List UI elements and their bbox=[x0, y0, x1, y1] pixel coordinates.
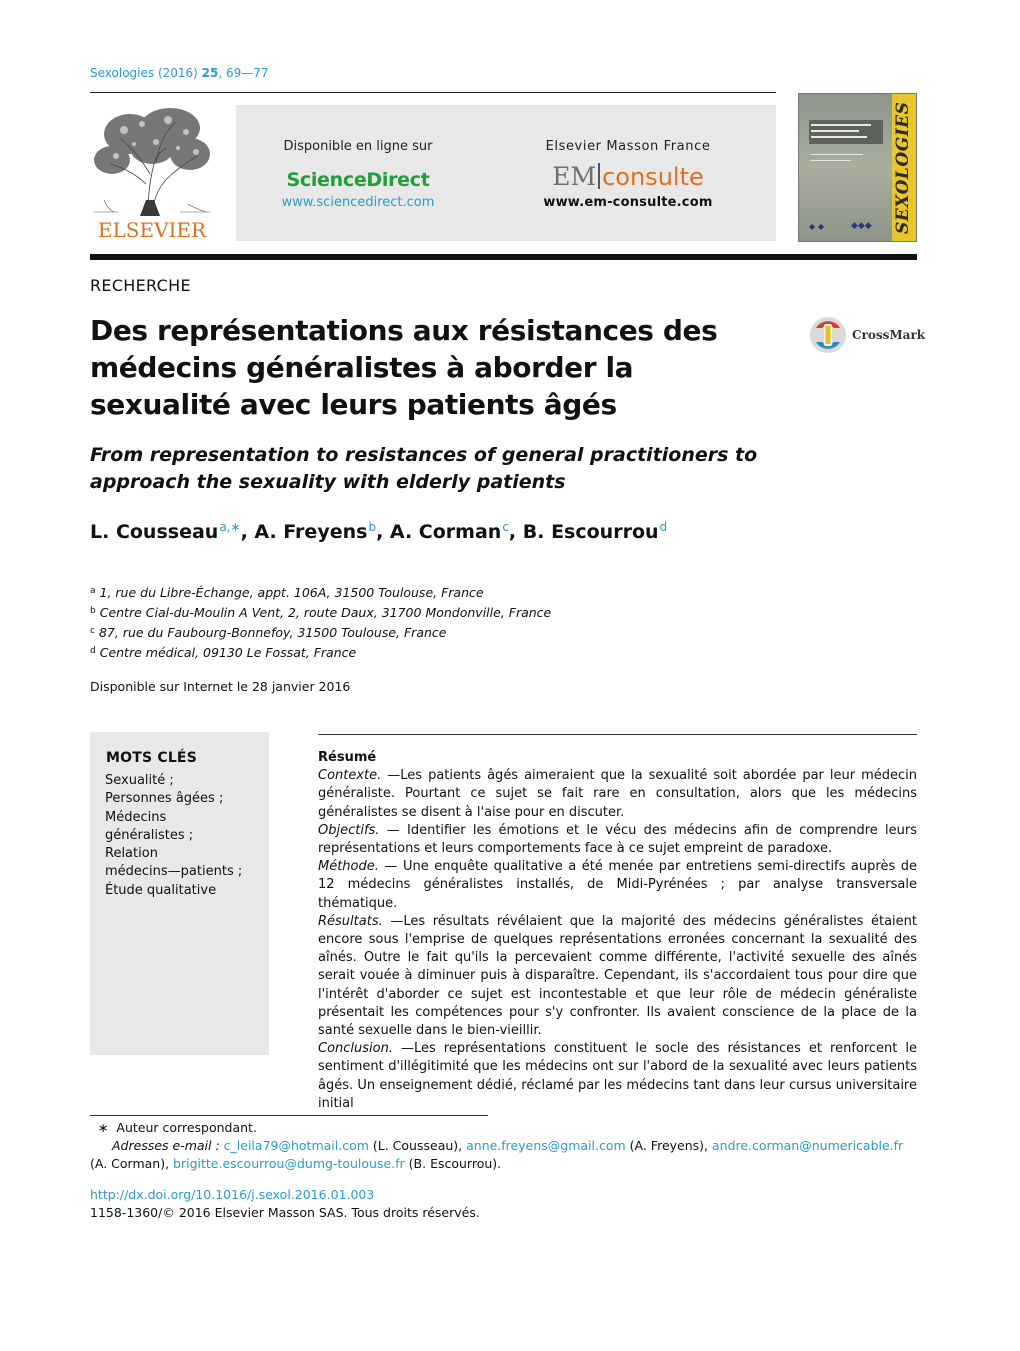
affiliation-key: b bbox=[90, 606, 96, 616]
emails-label: Adresses e-mail : bbox=[112, 1138, 220, 1153]
author-name: B. Escourrou bbox=[522, 521, 659, 543]
email-owner: (L. Cousseau) bbox=[372, 1138, 459, 1153]
journal-name: Sexologies (2016) bbox=[90, 66, 198, 80]
sciencedirect-link[interactable]: www.sciencedirect.com bbox=[281, 195, 435, 210]
author-separator: , bbox=[376, 521, 390, 543]
keyword-line: Étude qualitative bbox=[105, 882, 217, 898]
abstract-section-label: Contexte. bbox=[318, 768, 382, 784]
author[interactable] bbox=[254, 521, 390, 543]
affiliation-text: Centre médical, 09130 Le Fossat, France bbox=[99, 645, 357, 660]
crossmark-badge[interactable] bbox=[808, 314, 926, 356]
keywords-box bbox=[90, 732, 269, 1055]
affiliation-key: d bbox=[90, 646, 96, 656]
keyword-line: Personnes âgées ; bbox=[105, 791, 224, 807]
email-link[interactable]: anne.freyens@gmail.com bbox=[466, 1138, 626, 1153]
cover-line bbox=[811, 154, 863, 155]
article-title: Des représentations aux résistances des médecins généralistes à aborder la sexualité avec leurs patients âgés bbox=[90, 314, 718, 421]
cover-line bbox=[811, 124, 871, 126]
footnote-marker: ∗ bbox=[98, 1120, 117, 1135]
article-section-label: RECHERCHE bbox=[90, 276, 191, 295]
article-subtitle: From representation to resistances of general practitioners to approach the sexuality with elderly patients bbox=[90, 444, 758, 493]
email-link[interactable]: andre.corman@numericable.fr bbox=[711, 1138, 904, 1153]
abstract-section-text: —Les résultats révélaient que la majorité des médecins généralistes étaient encore sous l'emprise de quelques représentations erronées concernant la sexualité des aînés. Outre le fait qu'ils la percevaient comme différente, l'activité sexuelle des aînés serait vouée à diminuer puis à disparaître. Cependant, ils s'accordaient tous pour dire que l'intérêt d'aborder ce sujet est incontestable et que leur rôle de médecin généraliste présentait les compétences pour s'y confronter. Ils avaient conscience de la place de la santé sexuelle dans le bien-vieillir. bbox=[318, 913, 917, 1039]
crossmark-label: CrossMark bbox=[852, 328, 926, 342]
author[interactable] bbox=[523, 521, 667, 543]
abstract-section-label: Méthode. bbox=[318, 859, 379, 875]
em-logo-divider bbox=[598, 163, 600, 189]
author[interactable] bbox=[90, 521, 254, 543]
journal-citation[interactable]: Sexologies (2016) 25, 69—77 bbox=[90, 66, 269, 80]
author-separator: , bbox=[240, 521, 255, 543]
elsevier-wordmark: ELSEVIER bbox=[97, 218, 207, 242]
online-date: Disponible sur Internet le 28 janvier 2016 bbox=[90, 679, 351, 694]
elsevier-tree-icon bbox=[90, 104, 214, 216]
abstract-section-label: Objectifs. bbox=[318, 822, 380, 838]
elsevier-logo[interactable] bbox=[90, 104, 214, 242]
email-link[interactable]: c_leila79@hotmail.com bbox=[223, 1138, 369, 1153]
affiliation-item bbox=[90, 642, 551, 662]
corresponding-author-note bbox=[90, 1119, 920, 1137]
affiliation-text: 1, rue du Libre-Échange, appt. 106A, 31500 Toulouse, France bbox=[99, 585, 484, 600]
author-name: L. Cousseau bbox=[90, 521, 219, 543]
cover-logo-left: ◆ ◆ bbox=[809, 222, 825, 231]
abstract-section-text: — Une enquête qualitative a été menée par entretiens semi-directifs auprès de 12 médecins généralistes installés, de Midi-Pyrénées ; par analyse transversale thématique. bbox=[318, 859, 917, 911]
affiliation-item bbox=[90, 582, 551, 602]
affiliation-text: 87, rue du Faubourg-Bonnefoy, 31500 Toulouse, France bbox=[98, 625, 447, 640]
author-name: A. Freyens bbox=[254, 521, 368, 543]
author[interactable] bbox=[390, 521, 523, 543]
affiliation-key: c bbox=[90, 626, 95, 636]
sciencedirect-logo[interactable]: ScienceDirect bbox=[286, 169, 430, 191]
cover-line bbox=[811, 130, 859, 132]
footnotes bbox=[90, 1119, 920, 1173]
abstract-section-text: — Identifier les émotions et le vécu des médecins afin de comprendre leurs représentations et leurs comportements face à ce sujet empreint de paradoxe. bbox=[318, 822, 917, 857]
email-addresses: Adresses e-mail : c_leila79@hotmail.com (L. Cousseau), anne.freyens@gmail.com (A. Freyens), andre.corman@numericable.fr bbox=[112, 1138, 904, 1153]
journal-pages: 69—77 bbox=[226, 66, 269, 80]
keyword-line: généralistes ; bbox=[105, 827, 194, 843]
sd-available-label: Disponible en ligne sur bbox=[283, 139, 433, 154]
copyright-notice: 1158-1360/© 2016 Elsevier Masson SAS. Tous droits réservés. bbox=[90, 1205, 480, 1220]
header-rule bbox=[90, 92, 776, 93]
em-logo-left: EM bbox=[552, 162, 597, 191]
email-owner: (B. Escourrou). bbox=[408, 1156, 502, 1171]
affiliation-item bbox=[90, 622, 551, 642]
sciencedirect-block bbox=[236, 105, 480, 241]
email-owner: (A. Freyens) bbox=[629, 1138, 705, 1153]
author-affiliation-ref[interactable]: d bbox=[659, 520, 668, 534]
abstract-section-label: Conclusion. bbox=[318, 1041, 393, 1057]
abstract-section bbox=[318, 858, 917, 913]
crossmark-icon bbox=[808, 314, 848, 356]
cover-line bbox=[811, 160, 851, 161]
abstract-section-label: Résultats. bbox=[318, 913, 383, 929]
cover-background bbox=[799, 94, 892, 242]
keyword-line: médecins—patients ; bbox=[105, 864, 243, 880]
doi-link[interactable]: http://dx.doi.org/10.1016/j.sexol.2016.01.003 bbox=[90, 1187, 375, 1202]
abstract-section bbox=[318, 1040, 917, 1113]
abstract-section-text: —Les patients âgés aimeraient que la sexualité soit abordée par leur médecin généraliste. Pourtant ce sujet se fait rare en consultation, alors que les médecins généralistes se disent à l'aise pour en discuter. bbox=[318, 768, 917, 820]
em-consulte-block bbox=[480, 105, 776, 241]
abstract-heading: Résumé bbox=[318, 750, 377, 765]
journal-volume: 25 bbox=[201, 66, 219, 80]
author-name: A. Corman bbox=[389, 521, 502, 543]
abstract-section-text: —Les représentations constituent le socle des résistances et renforcent le sentiment d'illégitimité que les médecins ont sur l'abord de la sexualité avec leurs patients âgés. Un enseignement dédié, réclamé par les médecins tant dans leur cursus universitaire initial bbox=[318, 1041, 917, 1111]
abstract bbox=[318, 749, 917, 1113]
affiliations bbox=[90, 582, 551, 662]
email-owner: (A. Corman) bbox=[90, 1156, 166, 1171]
author-separator: , bbox=[508, 521, 523, 543]
abstract-section bbox=[318, 913, 917, 1040]
abstract-rule bbox=[318, 734, 917, 735]
keyword-line: Sexualité ; bbox=[105, 773, 174, 788]
cover-journal-title: SEXOLOGIES bbox=[893, 101, 913, 234]
affiliation-text: Centre Cial-du-Moulin A Vent, 2, route Daux, 31700 Mondonville, France bbox=[99, 605, 552, 620]
author-list bbox=[90, 520, 667, 543]
cover-logo-right: ◆◆◆ bbox=[851, 221, 872, 231]
em-publisher-label: Elsevier Masson France bbox=[545, 139, 711, 154]
corresponding-label: Auteur correspondant. bbox=[116, 1120, 257, 1135]
footnote-rule bbox=[90, 1115, 488, 1116]
header-band bbox=[236, 105, 776, 241]
abstract-section bbox=[318, 767, 917, 822]
affiliation-item bbox=[90, 602, 551, 622]
keyword-line: Relation bbox=[105, 846, 158, 862]
keyword-line: Médecins bbox=[105, 809, 167, 825]
section-rule bbox=[90, 254, 917, 260]
cover-line bbox=[811, 136, 867, 138]
author-affiliation-ref[interactable]: c bbox=[502, 520, 509, 534]
em-consulte-link[interactable]: www.em-consulte.com bbox=[543, 195, 713, 210]
journal-cover[interactable] bbox=[798, 93, 917, 242]
doi-block bbox=[90, 1186, 480, 1222]
affiliation-key: a bbox=[90, 586, 96, 596]
email-link[interactable]: brigitte.escourrou@dumg-toulouse.fr bbox=[173, 1156, 405, 1171]
keywords-list bbox=[105, 772, 242, 900]
abstract-section bbox=[318, 822, 917, 858]
email-addresses-continued: (A. Corman), brigitte.escourrou@dumg-toulouse.fr (B. Escourrou). bbox=[90, 1156, 502, 1171]
em-logo-right: consulte bbox=[602, 163, 704, 191]
em-consulte-logo[interactable] bbox=[480, 162, 776, 191]
keywords-heading: MOTS CLÉS bbox=[106, 750, 197, 766]
author-affiliation-ref[interactable]: a,∗ bbox=[219, 520, 241, 534]
author-affiliation-ref[interactable]: b bbox=[368, 520, 377, 534]
